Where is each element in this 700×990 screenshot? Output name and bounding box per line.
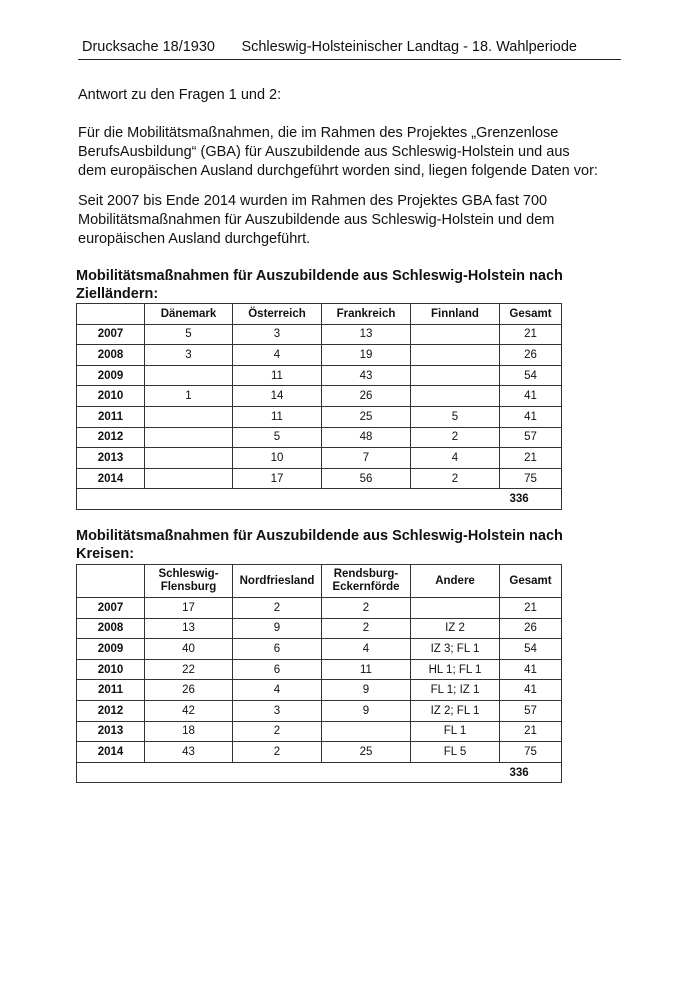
column-header: Nordfriesland	[233, 565, 322, 598]
table-row	[77, 742, 562, 763]
year-cell: 2009	[77, 365, 145, 386]
value-cell: 2	[411, 468, 500, 489]
value-cell: 26	[145, 680, 233, 701]
value-cell: 4	[233, 680, 322, 701]
header-row	[77, 565, 562, 598]
value-cell: 54	[500, 639, 562, 660]
value-cell: 75	[500, 468, 562, 489]
districts-table	[76, 564, 562, 783]
total-row	[77, 762, 562, 783]
countries-table	[76, 303, 562, 510]
column-header: Frankreich	[322, 304, 411, 325]
value-cell: 6	[233, 639, 322, 660]
column-header: Gesamt	[500, 565, 562, 598]
value-cell: 2	[233, 598, 322, 619]
value-cell: 43	[322, 365, 411, 386]
value-cell: 4	[233, 345, 322, 366]
value-cell: 9	[322, 680, 411, 701]
year-cell: 2012	[77, 427, 145, 448]
value-cell: 26	[500, 345, 562, 366]
table-row	[77, 680, 562, 701]
intro-paragraph: Für die Mobilitätsmaßnahmen, die im Rahmen des Projektes „Grenzenlose BerufsAusbildung“ (GBA) für Auszubildende aus Schleswig-Holstein und aus dem europäischen Ausland durchgeführt worden sind, liegen folgende Daten vor:	[78, 125, 598, 179]
value-cell: IZ 2	[411, 618, 500, 639]
value-cell: 3	[233, 700, 322, 721]
value-cell: 25	[322, 406, 411, 427]
answer-heading: Antwort zu den Fragen 1 und 2:	[78, 87, 282, 103]
value-cell: 41	[500, 680, 562, 701]
year-cell: 2011	[77, 406, 145, 427]
page-header	[78, 38, 621, 60]
value-cell: 4	[411, 448, 500, 469]
table-row	[77, 639, 562, 660]
value-cell: 21	[500, 448, 562, 469]
table-row	[77, 324, 562, 345]
value-cell: 3	[233, 324, 322, 345]
districts-table-caption: Mobilitätsmaßnahmen für Auszubildende aus Schleswig-Holstein nach Kreisen:	[76, 528, 563, 562]
value-cell: 2	[233, 721, 322, 742]
value-cell: 25	[322, 742, 411, 763]
header-corner-cell	[77, 565, 145, 598]
value-cell: FL 1; IZ 1	[411, 680, 500, 701]
year-cell: 2013	[77, 721, 145, 742]
value-cell: 3	[145, 345, 233, 366]
year-cell: 2011	[77, 680, 145, 701]
column-header: Schleswig- Flensburg	[145, 565, 233, 598]
value-cell: FL 1	[411, 721, 500, 742]
year-cell: 2014	[77, 742, 145, 763]
header-row	[77, 304, 562, 325]
column-header: Finnland	[411, 304, 500, 325]
value-cell: 41	[500, 406, 562, 427]
table-row	[77, 618, 562, 639]
value-cell: 56	[322, 468, 411, 489]
value-cell: 17	[233, 468, 322, 489]
column-header: Rendsburg- Eckernförde	[322, 565, 411, 598]
value-cell: 9	[322, 700, 411, 721]
table-row	[77, 700, 562, 721]
value-cell: 43	[145, 742, 233, 763]
value-cell: 9	[233, 618, 322, 639]
value-cell: 2	[233, 742, 322, 763]
summary-paragraph: Seit 2007 bis Ende 2014 wurden im Rahmen des Projektes GBA fast 700 Mobilitätsmaßnahmen für Auszubildende aus Schleswig-Holstein und dem europäischen Ausland durchgeführt.	[78, 193, 555, 247]
value-cell	[411, 345, 500, 366]
countries-table-caption: Mobilitätsmaßnahmen für Auszubildende aus Schleswig-Holstein nach Zielländern:	[76, 268, 563, 302]
value-cell: 41	[500, 659, 562, 680]
value-cell: 4	[322, 639, 411, 660]
value-cell: 21	[500, 598, 562, 619]
value-cell: 18	[145, 721, 233, 742]
table-row	[77, 448, 562, 469]
value-cell: IZ 2; FL 1	[411, 700, 500, 721]
value-cell: 2	[322, 598, 411, 619]
value-cell: 21	[500, 721, 562, 742]
value-cell: 48	[322, 427, 411, 448]
header-corner-cell	[77, 304, 145, 325]
value-cell: 21	[500, 324, 562, 345]
value-cell	[411, 386, 500, 407]
value-cell: 57	[500, 427, 562, 448]
column-header: Gesamt	[500, 304, 562, 325]
table-row	[77, 468, 562, 489]
value-cell: 22	[145, 659, 233, 680]
value-cell: 2	[411, 427, 500, 448]
value-cell: 26	[500, 618, 562, 639]
value-cell: IZ 3; FL 1	[411, 639, 500, 660]
value-cell: 1	[145, 386, 233, 407]
value-cell: 54	[500, 365, 562, 386]
value-cell: 42	[145, 700, 233, 721]
table-row	[77, 721, 562, 742]
value-cell: 19	[322, 345, 411, 366]
value-cell: 40	[145, 639, 233, 660]
value-cell: 5	[411, 406, 500, 427]
year-cell: 2008	[77, 345, 145, 366]
value-cell: 5	[145, 324, 233, 345]
value-cell: 5	[233, 427, 322, 448]
table-row	[77, 365, 562, 386]
year-cell: 2010	[77, 659, 145, 680]
table-row	[77, 598, 562, 619]
value-cell: 13	[322, 324, 411, 345]
column-header: Dänemark	[145, 304, 233, 325]
year-cell: 2010	[77, 386, 145, 407]
value-cell: 14	[233, 386, 322, 407]
value-cell	[411, 324, 500, 345]
document-number: Drucksache 18/1930	[82, 39, 215, 55]
year-cell: 2007	[77, 598, 145, 619]
value-cell: FL 5	[411, 742, 500, 763]
grand-total-cell: 336	[500, 762, 562, 783]
value-cell: 57	[500, 700, 562, 721]
value-cell	[411, 365, 500, 386]
value-cell	[145, 406, 233, 427]
table-row	[77, 427, 562, 448]
column-header: Andere	[411, 565, 500, 598]
value-cell	[145, 365, 233, 386]
value-cell	[322, 721, 411, 742]
value-cell: 6	[233, 659, 322, 680]
value-cell: 26	[322, 386, 411, 407]
countries-table-body	[77, 304, 562, 510]
value-cell: 11	[233, 406, 322, 427]
year-cell: 2012	[77, 700, 145, 721]
table-row	[77, 345, 562, 366]
value-cell: 11	[322, 659, 411, 680]
value-cell	[145, 427, 233, 448]
value-cell: 11	[233, 365, 322, 386]
value-cell	[145, 448, 233, 469]
value-cell: 7	[322, 448, 411, 469]
value-cell: 2	[322, 618, 411, 639]
year-cell: 2013	[77, 448, 145, 469]
year-cell: 2008	[77, 618, 145, 639]
value-cell: 75	[500, 742, 562, 763]
year-cell: 2007	[77, 324, 145, 345]
total-row-spacer	[77, 489, 500, 510]
value-cell: 10	[233, 448, 322, 469]
value-cell	[411, 598, 500, 619]
value-cell: 13	[145, 618, 233, 639]
column-header: Österreich	[233, 304, 322, 325]
table-row	[77, 659, 562, 680]
value-cell: 17	[145, 598, 233, 619]
table-row	[77, 386, 562, 407]
table-row	[77, 406, 562, 427]
value-cell: 41	[500, 386, 562, 407]
parliament-title: Schleswig-Holsteinischer Landtag - 18. Wahlperiode	[241, 39, 577, 55]
year-cell: 2009	[77, 639, 145, 660]
total-row	[77, 489, 562, 510]
districts-table-body	[77, 565, 562, 783]
value-cell	[145, 468, 233, 489]
grand-total-cell: 336	[500, 489, 562, 510]
total-row-spacer	[77, 762, 500, 783]
value-cell: HL 1; FL 1	[411, 659, 500, 680]
year-cell: 2014	[77, 468, 145, 489]
